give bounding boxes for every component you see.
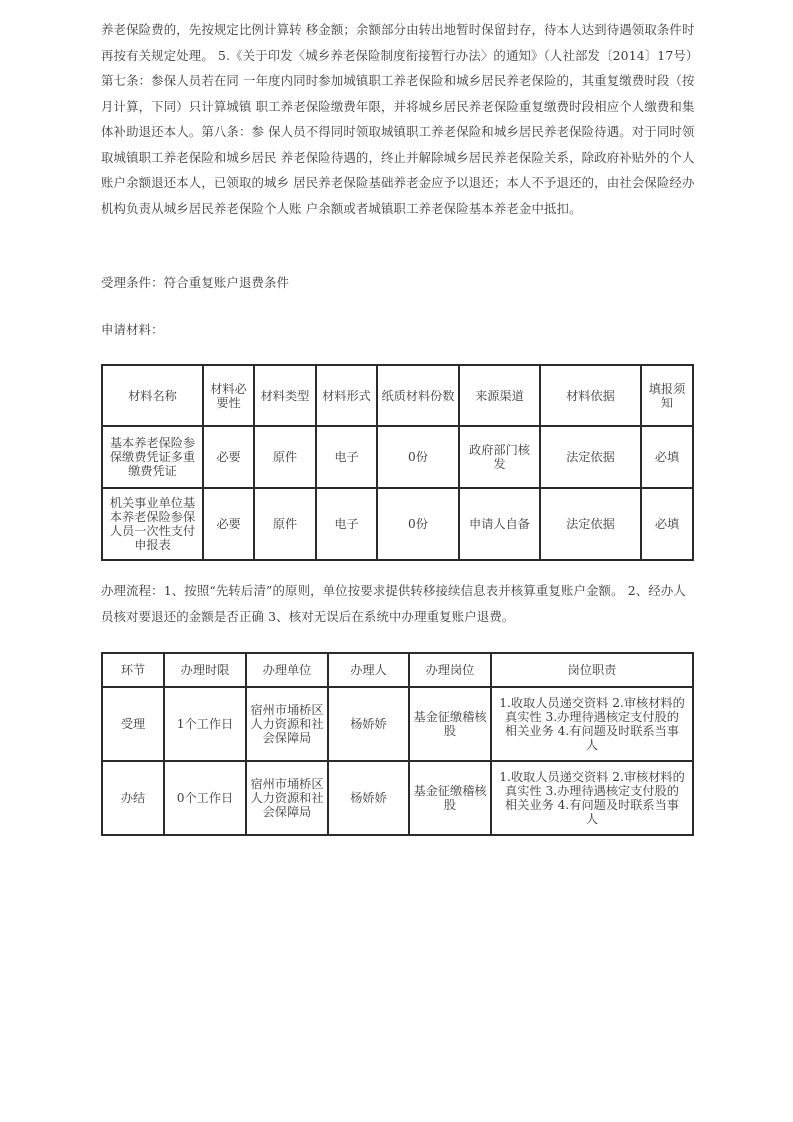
material-type: 原件 (254, 488, 316, 560)
header-cell: 材料类型 (254, 365, 316, 426)
header-cell: 岗位职责 (491, 653, 693, 687)
header-cell: 材料名称 (102, 365, 203, 426)
acceptance-condition: 受理条件：符合重复账户退费条件 (101, 275, 290, 290)
table-row (102, 687, 693, 761)
table-header-row (102, 365, 693, 426)
header-cell: 来源渠道 (459, 365, 540, 426)
material-basis: 法定依据 (540, 488, 641, 560)
header-cell: 环节 (102, 653, 164, 687)
table-header-row (102, 653, 693, 687)
process-flow: 办理流程：1、按照“先转后清”的原则，单位按要求提供转移接续信息表并核算重复账户金额。 2、经办人员核对要退还的金额是否正确 3、核对无误后在系统中办理重复账户退费。 (101, 583, 686, 624)
materials-table (101, 364, 694, 561)
handler: 杨娇娇 (328, 687, 409, 761)
material-name: 基本养老保险参保缴费凭证多重缴费凭证 (102, 426, 203, 488)
material-necessity: 必要 (203, 488, 254, 560)
handler: 杨娇娇 (328, 761, 409, 835)
paper-copies: 0份 (377, 426, 459, 488)
header-cell: 办理人 (328, 653, 409, 687)
post-duties: 1.收取人员递交资料 2.审核材料的真实性 3.办理待遇核定支付股的相关业务 4.有问题及时联系当事人 (491, 687, 693, 761)
fill-notes: 必填 (641, 426, 693, 488)
material-name: 机关事业单位基本养老保险参保人员一次性支付申报表 (102, 488, 203, 560)
post-duties: 1.收取人员递交资料 2.审核材料的真实性 3.办理待遇核定支付股的相关业务 4.有问题及时联系当事人 (491, 761, 693, 835)
header-cell: 办理岗位 (409, 653, 491, 687)
policy-paragraph: 养老保险费的，先按规定比例计算转 移金额；余额部分由转出地暂时保留封存，待本人达到待遇领取条件时再按有关规定处理。 5.《关于印发〈城乡养老保险制度衔接暂行办法〉的通知》（人社部发〔2014〕17号）第七条：参保人员若在同 一年度内同时参加城镇职工养老保险和城乡居民养老保险的，其重复缴费时段（按月计算，下同）只计算城镇 职工养老保险缴费年限，并将城乡居民养老保险重复缴费时段相应个人缴费和集体补助退还本人。第八条：参 保人员不得同时领取城镇职工养老保险和城乡居民养老保险待遇。对于同时领取城镇职工养老保险和城乡居民 养老保险待遇的，终止并解除城乡居民养老保险关系，除政府补贴外的个人账户余额退还本人，已领取的城乡 居民养老保险基础养老金应予以退还；本人不予退还的，由社会保险经办机构负责从城乡居民养老保险个人账 户余额或者城镇职工养老保险基本养老金中抵扣。 (101, 22, 695, 216)
handling-unit: 宿州市埇桥区人力资源和社会保障局 (246, 687, 328, 761)
header-cell: 办理时限 (164, 653, 246, 687)
source-channel: 申请人自备 (459, 488, 540, 560)
source-channel: 政府部门核发 (459, 426, 540, 488)
table-row (102, 761, 693, 835)
header-cell: 材料依据 (540, 365, 641, 426)
time-limit: 0个工作日 (164, 761, 246, 835)
process-step: 办结 (102, 761, 164, 835)
process-table (101, 652, 694, 836)
header-cell: 填报须知 (641, 365, 693, 426)
material-form: 电子 (316, 488, 377, 560)
handling-post: 基金征缴稽核股 (409, 687, 491, 761)
handling-unit: 宿州市埇桥区人力资源和社会保障局 (246, 761, 328, 835)
header-cell: 办理单位 (246, 653, 328, 687)
materials-label: 申请材料： (101, 322, 164, 337)
header-cell: 纸质材料份数 (377, 365, 459, 426)
process-step: 受理 (102, 687, 164, 761)
fill-notes: 必填 (641, 488, 693, 560)
material-necessity: 必要 (203, 426, 254, 488)
material-type: 原件 (254, 426, 316, 488)
paper-copies: 0份 (377, 488, 459, 560)
table-row (102, 488, 693, 560)
header-cell: 材料必要性 (203, 365, 254, 426)
material-basis: 法定依据 (540, 426, 641, 488)
header-cell: 材料形式 (316, 365, 377, 426)
table-row (102, 426, 693, 488)
handling-post: 基金征缴稽核股 (409, 761, 491, 835)
material-form: 电子 (316, 426, 377, 488)
time-limit: 1个工作日 (164, 687, 246, 761)
